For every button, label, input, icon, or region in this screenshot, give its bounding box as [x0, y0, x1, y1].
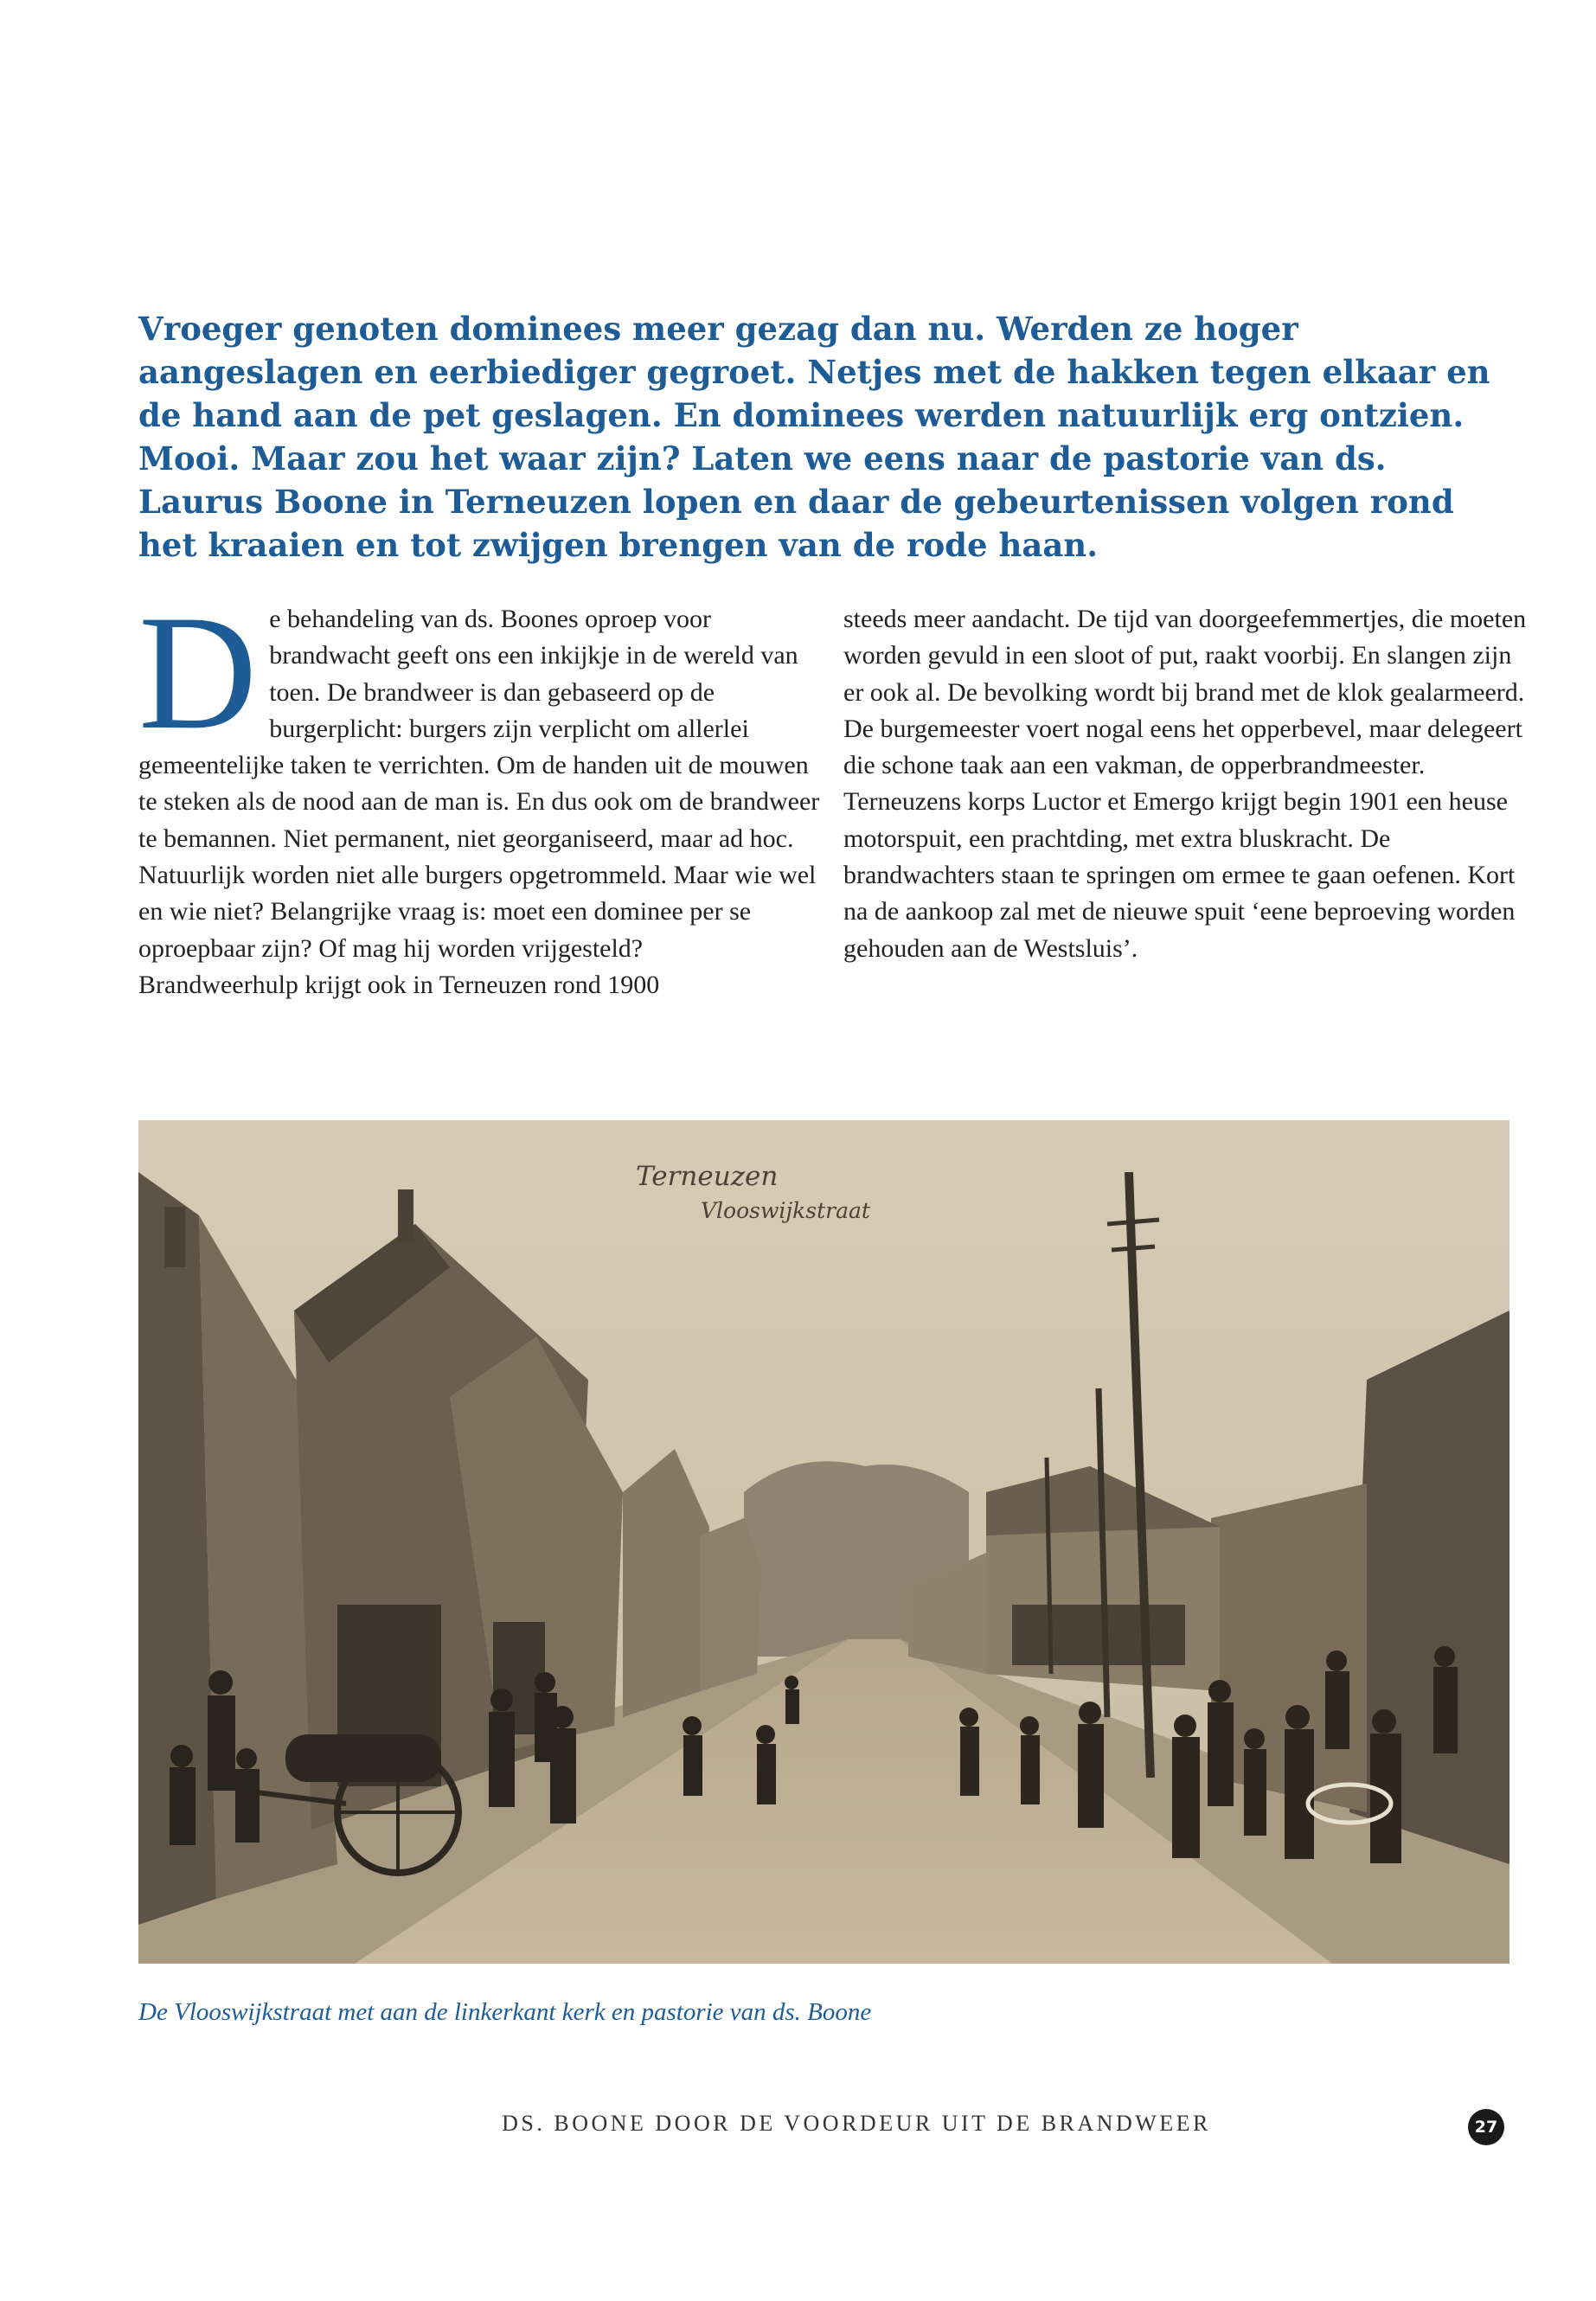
chimney-church	[398, 1189, 413, 1241]
drop-cap: D	[138, 582, 258, 764]
chimney-left	[164, 1207, 185, 1267]
article-column-right	[843, 601, 1527, 967]
article-text-left: e behandeling van ds. Boones oproep voor brandwacht geeft ons een inkijkje in de wereld van toen. De brandweer is dan gebaseerd op de burgerplicht: burgers zijn verplicht om allerlei gemeentelijke taken te verrichten. Om de handen uit de mouwen te steken als de nood aan de man is. En dus ook om de brandweer te bemannen. Niet permanent, niet georganiseerd, maar ad hoc. Natuurlijk worden niet alle burgers opgetrommeld. Maar wie wel en wie niet? Belangrijke vraag is: moet een dominee per se oproepbaar zijn? Of mag hij worden vrijgesteld?	[138, 605, 820, 963]
shop-front-right	[1012, 1605, 1185, 1665]
intro-paragraph: Vroeger genoten dominees meer gezag dan nu. Werden ze hoger aangeslagen en eerbiediger gegroet. Netjes met de hakken tegen elkaar en de hand aan de pet geslagen. En dominees werden natuurlijk erg ontzien. Mooi. Maar zou het waar zijn? Laten we eens naar de pastorie van ds. Laurus Boone in Terneuzen lopen en daar de gebeurtenissen volgen rond het kraaien en tot zwijgen brengen van de rode haan.	[138, 310, 1490, 564]
article-text-right: steeds meer aandacht. De tijd van doorgeefemmertjes, die moeten worden gevuld in een sloot of put, raakt voorbij. En slangen zijn er ook al. De bevolking wordt bij brand met de klok gealarmeerd. De burgemeester voert nogal eens het opperbevel, maar delegeert die schone taak aan een vakman, de opperbrandmeester. Terneuzens korps Luctor et Emergo krijgt begin 1901 een heuse motorspuit, een prachtding, met extra bluskracht. De brandwachters staan te springen om ermee te gaan oefenen. Kort na de aankoop zal met de nieuwe spuit ‘eene beproeving worden gehouden aan de Westsluis’.	[843, 605, 1527, 963]
article-text-left-last: Brandweerhulp krijgt ook in Terneuzen rond 1900	[138, 970, 660, 999]
street-scene-illustration	[138, 1120, 1509, 1964]
historic-street-photo	[138, 1120, 1509, 1964]
row-house-2	[701, 1518, 761, 1691]
page-number-badge: 27	[1468, 2109, 1504, 2145]
postcard-title: Terneuzen	[636, 1161, 779, 1192]
article-column-left	[138, 582, 822, 1003]
postcard-subtitle: Vlooswijkstraat	[701, 1198, 870, 1223]
photo-caption: De Vlooswijkstraat met aan de linkerkant kerk en pastorie van ds. Boone	[138, 1998, 872, 2026]
running-title: DS. BOONE DOOR DE VOORDEUR UIT DE BRANDWEER	[502, 2111, 1211, 2136]
